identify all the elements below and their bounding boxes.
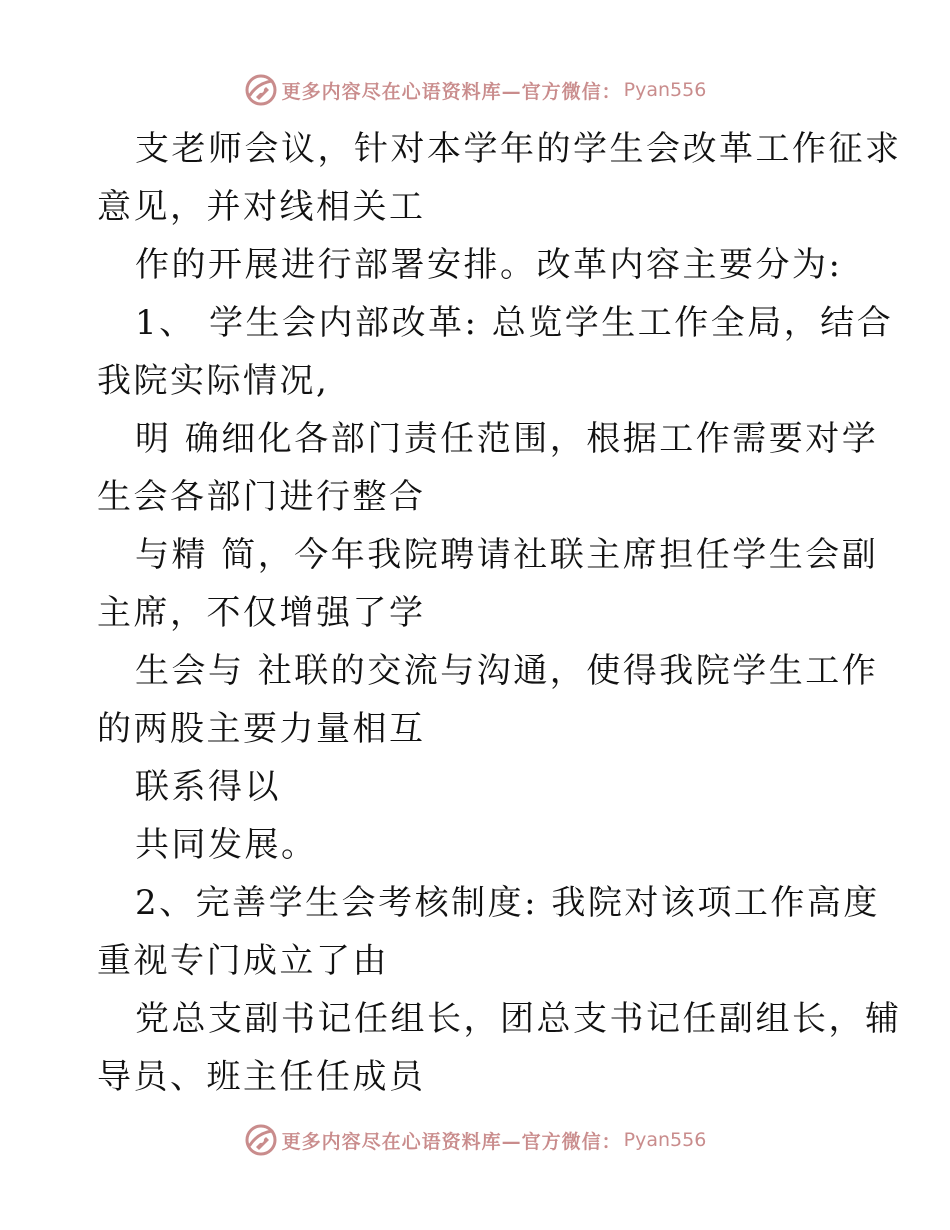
paragraph-line: 我院实际情况, [97,361,330,401]
paragraph-line: 导员、班主任任成员 [97,1057,426,1097]
watermark-text: 更多内容尽在心语资料库—官方微信： [281,80,622,103]
paragraph-line: 党总支副书记任组长，团总支书记任副组长，辅 [135,999,902,1039]
paragraph-line: 意见，并对线相关工 [97,187,426,227]
pen-logo-icon [244,73,278,107]
watermark-wechat-id: Pyan556 [623,1129,707,1151]
document-body [97,120,902,1106]
paragraph-line: 的两股主要力量相互 [97,709,426,749]
watermark-wechat-id: Pyan556 [623,79,707,101]
paragraph-line: 支老师会议，针对本学年的学生会改革工作征求 [135,129,902,169]
paragraph-line: 生会与 社联的交流与沟通，使得我院学生工作 [135,651,879,691]
footer-watermark [0,1120,950,1160]
header-watermark [0,70,950,110]
paragraph-line: 2、完善学生会考核制度: 我院对该项工作高度 [135,883,880,923]
paragraph-line: 作的开展进行部署安排。改革内容主要分为: [135,245,843,285]
paragraph-line: 共同发展。 [135,825,318,865]
paragraph-line: 生会各部门进行整合 [97,477,426,517]
paragraph-line: 重视专门成立了由 [97,941,389,981]
watermark-text: 更多内容尽在心语资料库—官方微信： [281,1130,622,1153]
paragraph-line: 与精 简，今年我院聘请社联主席担任学生会副 [135,535,879,575]
paragraph-line: 明 确细化各部门责任范围，根据工作需要对学 [135,419,879,459]
paragraph-line: 1、 学生会内部改革: 总览学生工作全局，结合 [135,303,894,343]
pen-logo-icon [244,1123,278,1157]
paragraph-line: 联系得以 [135,767,281,807]
paragraph-line: 主席，不仅增强了学 [97,593,426,633]
